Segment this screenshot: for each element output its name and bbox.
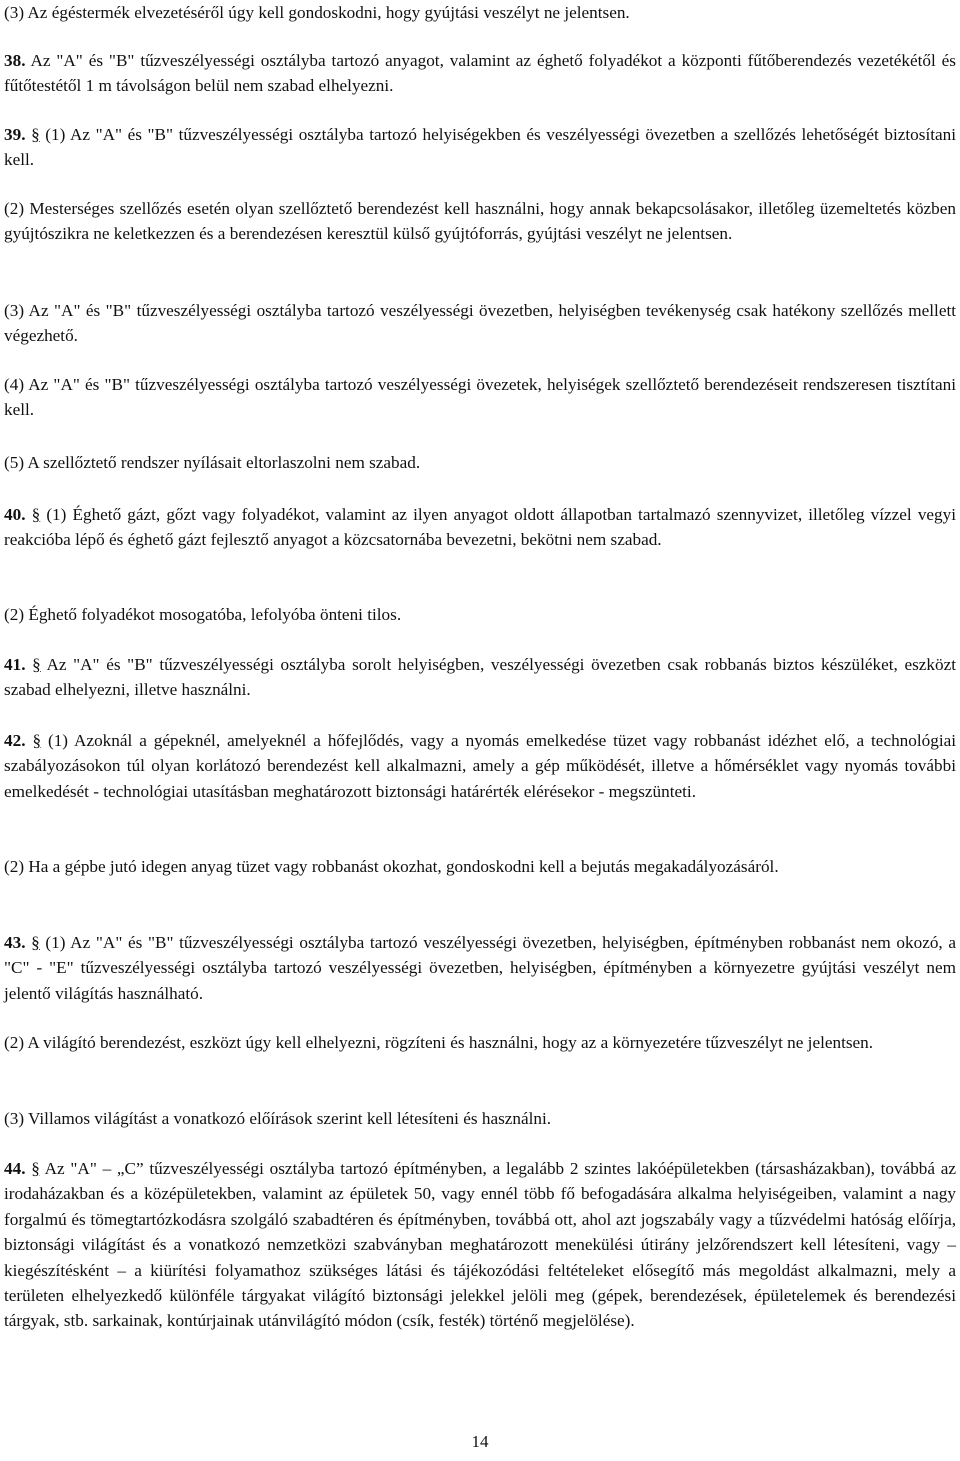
paragraph-text: (1) Éghető gázt, gőzt vagy folyadékot, valamint az ilyen anyagot oldott állapotban tartalmazó szennyvizet, illetőleg vízzel vegyi reakcióba lépő és éghető gázt fejlesztő anyagot a közcsatornába bevezetni, bekötni nem szabad. <box>4 505 957 550</box>
paragraph-text: (2) A világító berendezést, eszközt úgy kell elhelyezni, rögzíteni és használni, hogy az a környezetére tűzveszélyt ne jelentsen. <box>4 1033 874 1052</box>
paragraph-text: (2) Ha a gépbe jutó idegen anyag tüzet vagy robbanást okozhat, gondoskodni kell a bejutás megakadályozásáról. <box>4 857 779 876</box>
section-number: 43. <box>4 933 26 952</box>
paragraph-39 <box>4 122 956 173</box>
section-number: 42. <box>4 731 26 750</box>
paragraph-text: (1) Az "A" és "B" tűzveszélyességi osztályba tartozó helyiségekben és veszélyességi övezetben a szellőzés lehetőségét biztosítani kell. <box>4 125 957 170</box>
paragraph-text: (5) A szellőztető rendszer nyílásait eltorlaszolni nem szabad. <box>4 453 421 472</box>
paragraph-42 <box>4 728 956 804</box>
paragraph-text: Az "A" és "B" tűzveszélyességi osztályba tartozó anyagot, valamint az éghető folyadékot a központi fűtőberendezés vezetékétől és fűtőtestétől 1 m távolságon belül nem szabad elhelyezni. <box>4 51 956 96</box>
paragraph-40 <box>4 502 956 553</box>
paragraph-38 <box>4 48 956 99</box>
paragraph <box>4 602 956 627</box>
paragraph-text: Az "A" – „C” tűzveszélyességi osztályba tartozó építményben, a legalább 2 szintes lakóépületekben (társasházakban), továbbá az irodaházakban és a középületekben, valamint az épületek 50, vagy ennél több fő befogadására alkalma helyiségeiben, valamint a nagy forgalmú és tömegtartózkodásra szolgáló szabadtéren és építményben, továbbá ott, ahol azt jogszabály vagy a tűzvédelmi hatóság előírja, biztonsági világítást és a vonatkozó nemzetközi szabványban meghatározott menekülési útirány jelzőrendszert kell létesíteni, vagy – kiegészítésként – a kiürítési folyamathoz szükséges látási és tájékozódási feltételeket elősegítő más megoldást alkalmazni, mely a területen elhelyezkedő különféle tárgyakat világító biztonsági jelekkel jelöli meg (gépek, berendezések, épületelemek és berendezési tárgyak, stb. sarkainak, kontúrjainak utánvilágító módon (csík, festék) történő megjelölése). <box>4 1159 957 1331</box>
section-number: 40. <box>4 505 26 524</box>
paragraph <box>4 1106 956 1131</box>
paragraph-41 <box>4 652 956 703</box>
paragraph-text: (1) Az "A" és "B" tűzveszélyességi osztályba tartozó veszélyességi övezetben, helyiségben, építményben robbanást nem okozó, a "C" - "E" tűzveszélyességi osztályba tartozó veszélyességi övezetben, helyiségben, építményben a környezetre gyújtási veszélyt nem jelentő világítás használható. <box>4 933 957 1003</box>
section-number: 39. <box>4 125 26 144</box>
paragraph-text: Az "A" és "B" tűzveszélyességi osztályba sorolt helyiségben, veszélyességi övezetben csak robbanás biztos készüléket, eszközt szabad elhelyezni, illetve használni. <box>4 655 957 700</box>
paragraph-text: (3) Az "A" és "B" tűzveszélyességi osztályba tartozó veszélyességi övezetben, helyiségben tevékenység csak hatékony szellőzés mellett végezhető. <box>4 301 956 346</box>
paragraph-text: (4) Az "A" és "B" tűzveszélyességi osztályba tartozó veszélyességi övezetek, helyiségek szellőztető berendezéseit rendszeresen tisztítani kell. <box>4 375 956 420</box>
page-number: 14 <box>471 1432 489 1451</box>
section-sign: § <box>32 655 41 674</box>
paragraph-text: (3) Villamos világítást a vonatkozó előírások szerint kell létesíteni és használni. <box>4 1109 552 1128</box>
paragraph <box>4 372 956 423</box>
paragraph-text: (3) Az égéstermék elvezetéséről úgy kell gondoskodni, hogy gyújtási veszélyt ne jelentsen. <box>4 3 630 22</box>
paragraph-43 <box>4 930 956 1006</box>
section-number: 41. <box>4 655 26 674</box>
paragraph <box>4 0 956 25</box>
paragraph <box>4 1030 956 1055</box>
section-sign: § <box>31 125 40 144</box>
paragraph-44 <box>4 1156 956 1334</box>
paragraph-text: (1) Azoknál a gépeknél, amelyeknél a hőfejlődés, vagy a nyomás emelkedése tüzet vagy robbanást idézhet elő, a technológiai szabályozásokon túl olyan korlátozó berendezést kell alkalmazni, amely a gép működését, illetve a hőmérséklet vagy nyomás további emelkedését - technológiai utasításban meghatározott biztonsági határérték elérésekor - megszünteti. <box>4 731 956 801</box>
section-number: 44. <box>4 1159 26 1178</box>
section-sign: § <box>32 731 42 750</box>
paragraph <box>4 854 956 879</box>
paragraph-text: (2) Mesterséges szellőzés esetén olyan szellőztető berendezést kell használni, hogy annak bekapcsolásakor, illetőleg üzemeltetés közben gyújtószikra ne keletkezzen és a berendezésen keresztül külső gyújtóforrás, gyújtási veszélyt ne jelentsen. <box>4 199 956 244</box>
paragraph <box>4 298 956 349</box>
section-sign: § <box>31 505 41 524</box>
section-number: 38. <box>4 51 26 70</box>
paragraph <box>4 450 956 475</box>
section-sign: § <box>31 933 40 952</box>
section-sign: § <box>31 1159 40 1178</box>
paragraph <box>4 196 956 247</box>
paragraph-text: (2) Éghető folyadékot mosogatóba, lefolyóba önteni tilos. <box>4 605 402 624</box>
